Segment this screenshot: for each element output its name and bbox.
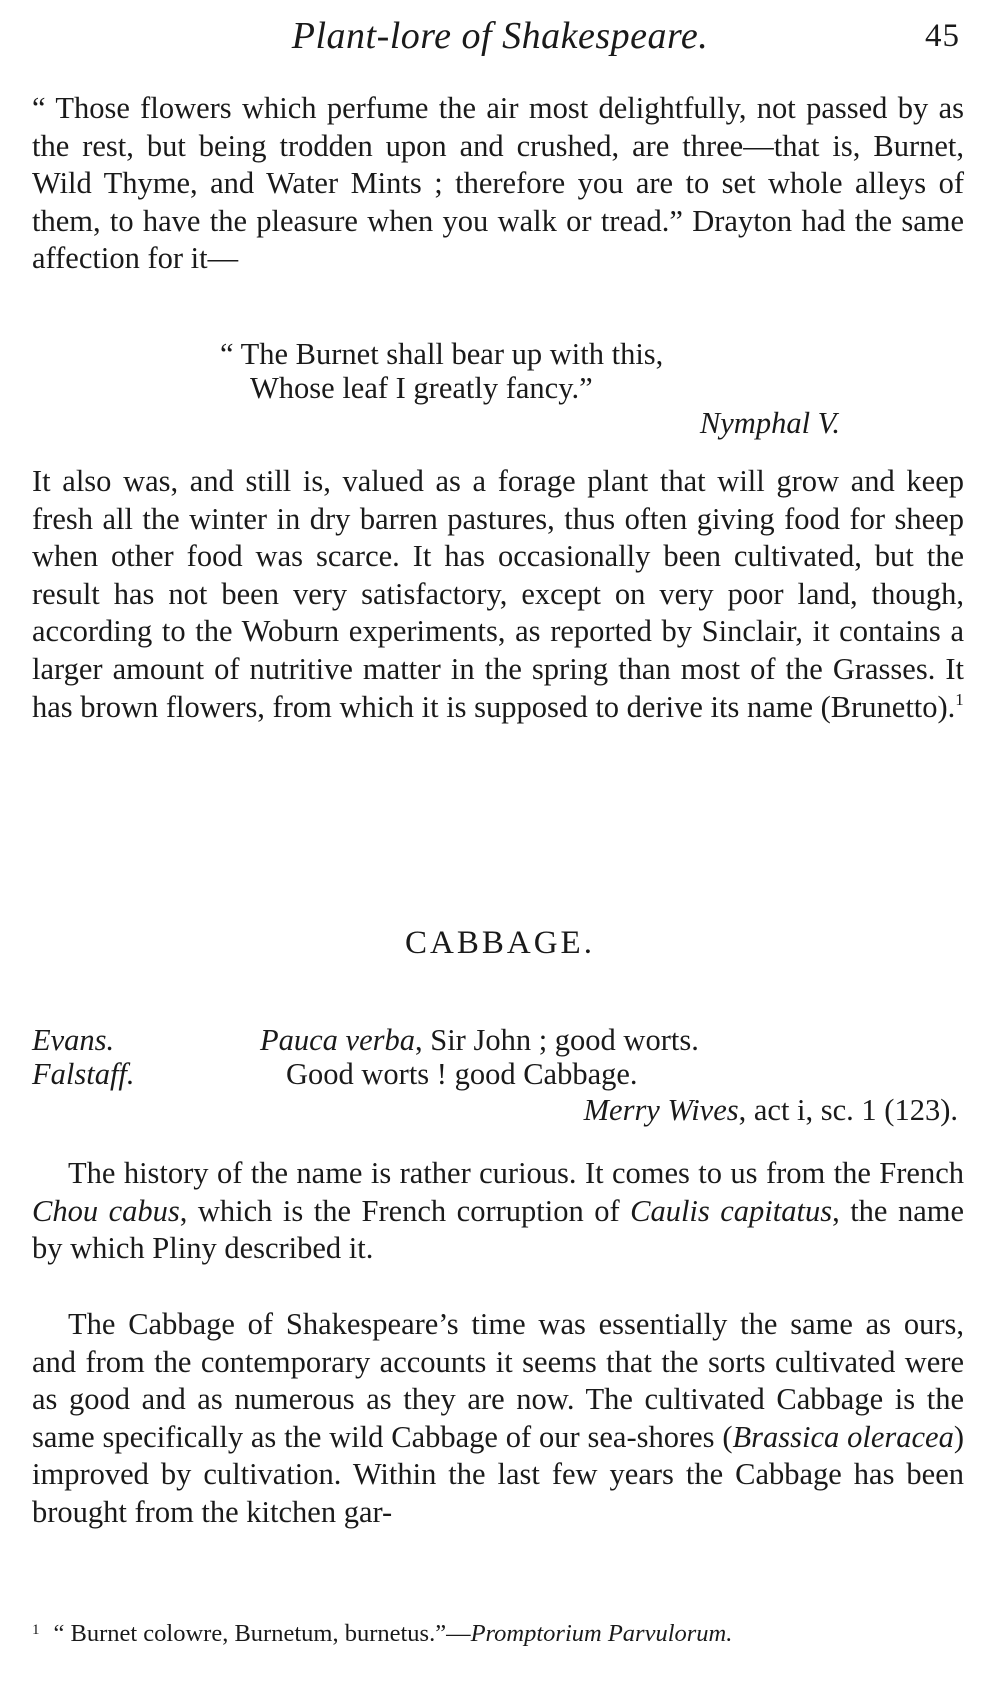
paragraph-forage-plant: [32, 463, 964, 726]
paragraph-text: ) improved by cultivation. Within the last few years the Cabbage has been brought from the kitchen gar-: [32, 1419, 964, 1529]
dialogue-line: [260, 1023, 699, 1057]
footnote-text: “ Burnet colowre, Burnetum, burnetus.”—: [53, 1620, 471, 1647]
paragraph-text: , the name by which Pliny described it.: [32, 1193, 965, 1266]
paragraph-name-history: [32, 1155, 964, 1268]
footnote-reference: 1: [955, 689, 964, 709]
paragraph-text: , which is the French corruption of: [179, 1193, 631, 1228]
page-header: [0, 14, 1000, 64]
page-number: 45: [925, 18, 960, 54]
botanical-name: Brassica oleracea: [732, 1419, 954, 1454]
verse-line-2: Whose leaf I greatly fancy.”: [250, 371, 593, 405]
paragraph-text: The history of the name is rather curious. It comes to us from the French: [68, 1156, 964, 1190]
latin-term: Caulis capitatus: [630, 1193, 833, 1228]
play-title: Merry Wives: [583, 1093, 739, 1127]
footnote: [32, 1620, 967, 1648]
play-citation: [584, 1093, 958, 1127]
verse-attribution: Nymphal V.: [699, 406, 840, 440]
section-heading: CABBAGE.: [405, 925, 595, 961]
running-title: Plant-lore of Shakespeare.: [291, 15, 709, 57]
dialogue-row: [0, 1023, 1000, 1057]
french-term: Chou cabus: [32, 1193, 180, 1228]
paragraph-cabbage-cultivation: [32, 1306, 964, 1532]
paragraph-burnet-quote: “ Those flowers which perfume the air most delightfully, not passed by as the rest, but being trodden upon and crushed, are three—that is, Burnet, Wild Thyme, and Water Mints ; therefore you are to set whole alleys of them, to have the pleasure when you walk or tread.” Drayton had the same affection for it—: [32, 91, 964, 276]
paragraph-text: The Cabbage of Shakespeare’s time was essentially the same as ours, and from the contemporary accounts it seems that the sorts cultivated were as good and as numerous as they are now. The cultivated Cabbage is the same specifically as the wild Cabbage of our sea-shores (: [32, 1307, 964, 1454]
dialogue-line: Good worts ! good Cabbage.: [286, 1057, 638, 1091]
speaker-name: Falstaff.: [32, 1057, 135, 1091]
speaker-name: Evans.: [32, 1023, 115, 1057]
dialogue-row: [0, 1057, 1000, 1091]
dialogue-text: , Sir John ; good worts.: [415, 1023, 699, 1057]
paragraph-text: It also was, and still is, valued as a forage plant that will grow and keep fresh all the winter in dry barren pastures, thus often giving food for sheep when other food was scarce. It has occasionally been cultivated, but the result has not been very satisfactory, except on very poor land, though, according to the Woburn experiments, as reported by Sinclair, it contains a larger amount of nutritive matter in the spring than most of the Grasses. It has brown flowers, from which it is supposed to derive its name (Brunetto).: [32, 464, 964, 724]
verse-line-1: “ The Burnet shall bear up with this,: [220, 337, 664, 371]
act-scene: , act i, sc. 1 (123).: [738, 1093, 958, 1127]
footnote-mark: 1: [32, 1622, 40, 1638]
latin-phrase: Pauca verba: [260, 1023, 415, 1057]
footnote-source: Promptorium Parvulorum.: [470, 1620, 733, 1647]
